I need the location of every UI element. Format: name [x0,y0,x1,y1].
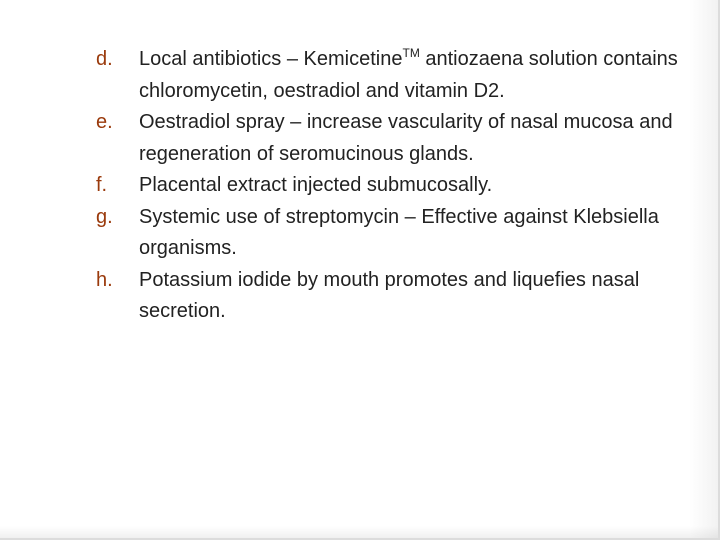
list-item [96,107,696,170]
list-item-text: Potassium iodide by mouth promotes and liquefies nasal secretion. [139,268,640,322]
list-item-text-end: antiozaena solution contains chloromycetin, oestradiol and vitamin D2. [139,48,678,102]
list-item [96,44,696,107]
list-item [96,202,696,265]
list-marker: h. [96,268,113,291]
list-item-text-start: Local antibiotics – Kemicetine [139,48,403,70]
list-marker: g. [96,205,113,228]
list-marker: e. [96,111,113,133]
trademark-superscript: TM [402,46,420,60]
list-marker: f. [96,174,108,196]
list-item [96,265,696,328]
treatment-list [96,44,696,328]
list-item-text: Systemic use of streptomycin – Effective against Klebsiella organisms. [139,205,659,259]
list-item-text: Oestradiol spray – increase vascularity of nasal mucosa and regeneration of seromucinous glands. [139,111,673,165]
list-item [96,170,696,202]
list-item-text [139,44,696,107]
list-marker: d. [96,48,113,70]
list-item-text: Placental extract injected submucosally. [139,174,493,196]
